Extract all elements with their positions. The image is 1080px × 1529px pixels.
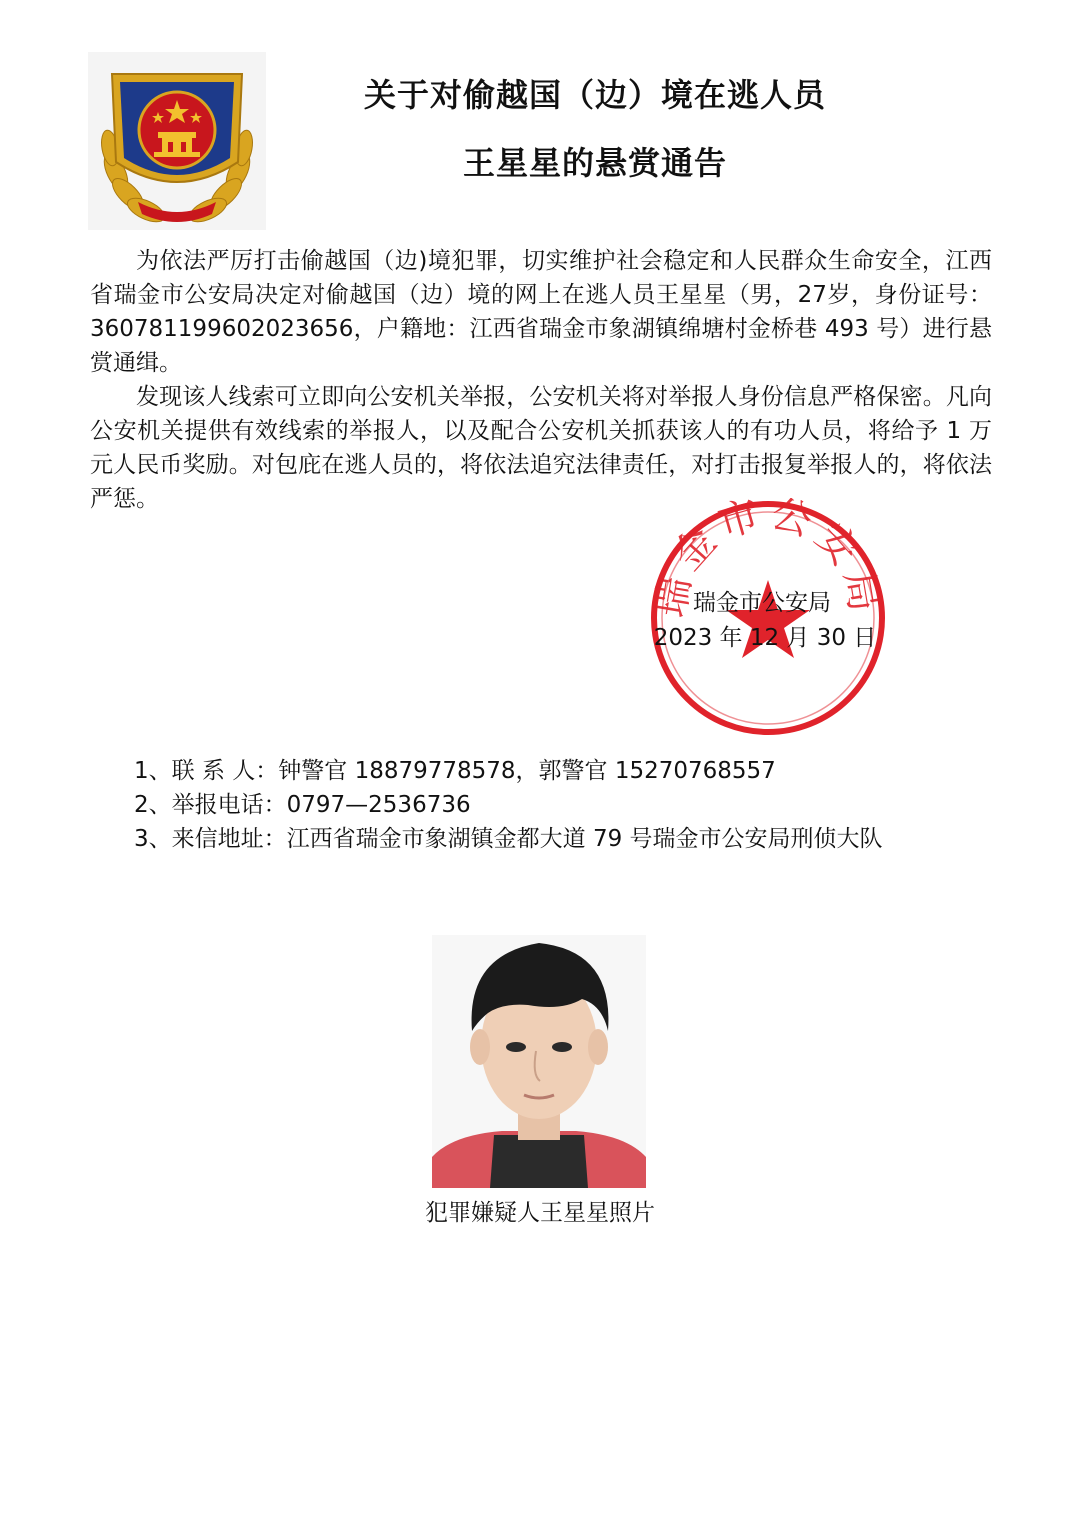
police-emblem-icon bbox=[88, 52, 266, 230]
mailing-address: 3、来信地址：江西省瑞金市象湖镇金都大道 79 号瑞金市公安局刑侦大队 bbox=[134, 826, 883, 852]
contact-list bbox=[134, 754, 883, 856]
contact-person: 1、联 系 人：钟警官 18879778578，郭警官 15270768557 bbox=[134, 758, 776, 784]
notice-paragraph-2: 发现该人线索可立即向公安机关举报，公安机关将对举报人身份信息严格保密。凡向公安机关提供有效线索的举报人，以及配合公安机关抓获该人的有功人员，将给予 1 万元人民币奖励。对包庇在逃人员的，将依法追究法律责任，对打击报复举报人的，将依法严惩。 bbox=[90, 384, 992, 512]
photo-caption: 犯罪嫌疑人王星星照片 bbox=[425, 1200, 655, 1226]
notice-paragraph-1: 为依法严厉打击偷越国（边)境犯罪，切实维护社会稳定和人民群众生命安全，江西省瑞金市公安局决定对偷越国（边）境的网上在逃人员王星星（男，27岁，身份证号：360781199602023656，户籍地：江西省瑞金市象湖镇绵塘村金桥巷 493 号）进行悬赏通缉。 bbox=[90, 248, 992, 376]
report-phone: 2、举报电话：0797—2536736 bbox=[134, 792, 471, 818]
signature-organization: 瑞金市公安局 bbox=[693, 590, 831, 616]
official-seal-stamp bbox=[648, 498, 888, 738]
seal-text: 瑞金市公安局 bbox=[648, 498, 888, 621]
signature-date: 2023 年 12 月 30 日 bbox=[653, 625, 877, 651]
suspect-photo bbox=[432, 935, 646, 1188]
notice-title-line1: 关于对偷越国（边）境在逃人员 bbox=[363, 76, 826, 114]
notice-title-line2: 王星星的悬赏通告 bbox=[462, 144, 727, 182]
